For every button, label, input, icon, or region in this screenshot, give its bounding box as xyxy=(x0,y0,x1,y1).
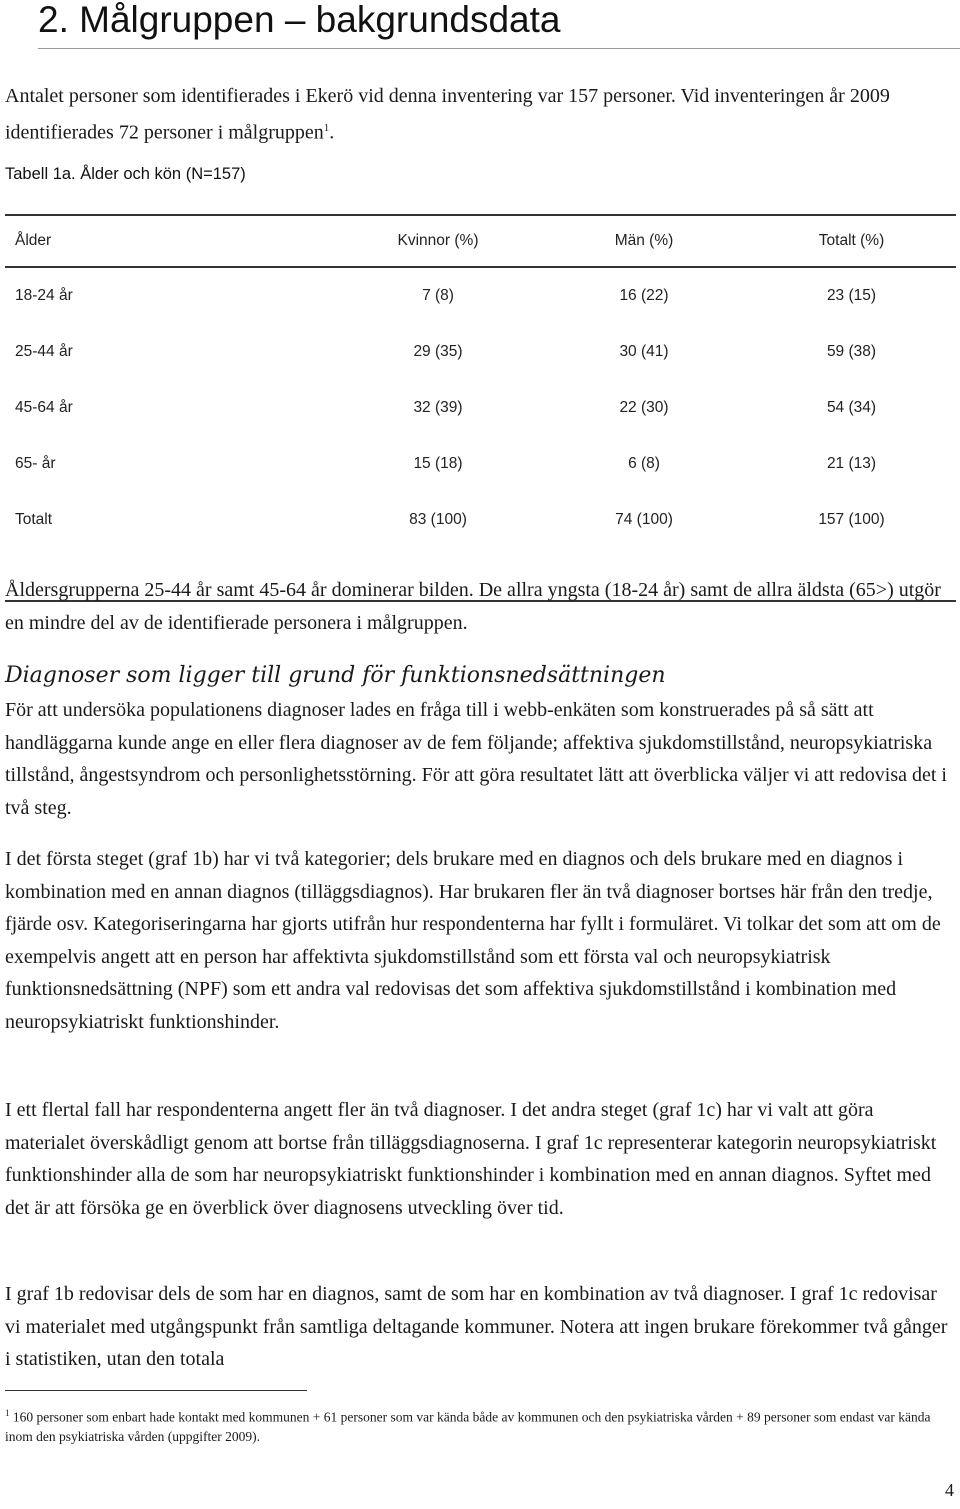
section-heading: 2. Målgruppen – bakgrundsdata xyxy=(38,0,960,49)
table-cell: 30 (41) xyxy=(619,343,669,360)
table-cell: 16 (22) xyxy=(619,287,669,304)
intro-end: . xyxy=(329,121,335,144)
footnote-marker: 1 xyxy=(5,1408,10,1418)
table-cell: 45-64 år xyxy=(15,399,73,416)
column-header: Ålder xyxy=(5,215,335,267)
body-paragraph-4: I graf 1b redovisar dels de som har en diagnos, samt de som har en kombination av två diagnoser. I graf 1c redovisar vi materialet med utgångspunkt från samtliga deltagande kommuner. Notera att ingen brukare förekommer två gånger i statistiken, utan den totala xyxy=(5,1283,948,1370)
footnote-divider xyxy=(5,1390,307,1391)
body-paragraph-3: I ett flertal fall har respondenterna angett fler än två diagnoser. I det andra steget (graf 1c) har vi valt att göra materialet överskådligt genom att bortse från tilläggsdiagnoserna. I graf 1c representerar kategorin neuropsykiatriskt funktionshinder alla de som har neuropsykiatriskt funktionshinder i kombination med en annan diagnos. Syftet med det är att försöka ge en överblick över diagnosens utveckling över tid. xyxy=(5,1099,937,1219)
table-cell: 6 (8) xyxy=(628,455,660,472)
after-table-paragraph: Åldersgrupperna 25-44 år samt 45-64 år dominerar bilden. De allra yngsta (18-24 år) samt de allra äldsta (65>) utgör en mindre del av de identifierade personera i målgruppen. xyxy=(5,579,941,634)
table-header-row xyxy=(5,215,956,267)
intro-text: Antalet personer som identifierades i Ekerö vid denna inventering var 157 personer. Vid inventeringen år 2009 identifierades 72 personer i målgruppen xyxy=(5,85,890,144)
subheading: Diagnoser som ligger till grund för funktionsnedsättningen xyxy=(5,663,666,688)
table-cell: 29 (35) xyxy=(413,343,463,360)
table-cell: 157 (100) xyxy=(818,511,885,528)
footnote-ref[interactable]: 1 xyxy=(323,122,330,134)
age-gender-table xyxy=(5,214,956,602)
column-header: Män (%) xyxy=(541,215,747,267)
body-paragraph-2: I det första steget (graf 1b) har vi två kategorier; dels brukare med en diagnos och dels brukare med en diagnos i kombination med en annan diagnos (tilläggsdiagnos). Har brukaren fler än två diagnoser bortses här från den tredje, fjärde osv. Kategoriseringarna har gjorts utifrån hur respondenterna har fyllt i formuläret. Vi tolkar det som att om de exempelvis angett att en person har affektivta sjukdomstillstånd som ett första val och neuropsykiatrisk funktionsnedsättning (NPF) som ett andra val redovisas det som affektiva sjukdomstillstånd i kombination med neuropsykiatriskt funktionshinder. xyxy=(5,848,941,1033)
intro-paragraph xyxy=(5,80,955,149)
footnote xyxy=(5,1404,955,1446)
table-cell: 54 (34) xyxy=(826,399,877,416)
table-cell: 18-24 år xyxy=(15,287,73,304)
table-cell: 59 (38) xyxy=(826,343,877,360)
table-cell: Totalt xyxy=(15,511,53,528)
table-cell: 65- år xyxy=(15,455,56,472)
table-cell: 25-44 år xyxy=(15,343,73,360)
table-row xyxy=(5,380,956,436)
table-cell: 83 (100) xyxy=(409,511,467,528)
table-cell: 32 (39) xyxy=(413,399,463,416)
footnote-text: 160 personer som enbart hade kontakt med kommunen + 61 personer som var kända både av kommunen och den psykiatriska vården + 89 personer som endast var kända inom den psykiatriska vården (uppgifter 2009). xyxy=(5,1409,931,1444)
table-row xyxy=(5,324,956,380)
table-cell: 21 (13) xyxy=(826,455,877,472)
body-paragraph-1: För att undersöka populationens diagnoser lades en fråga till i webb-enkäten som konstruerades på så sätt att handläggarna kunde ange en eller flera diagnoser av de fem följande; affektiva sjukdomstillstånd, neuropsykiatriska tillstånd, ångestsyndrom och personlighetsstörning. För att göra resultatet lätt att överblicka väljer vi att redovisa det i två steg. xyxy=(5,699,947,819)
table-caption: Tabell 1a. Ålder och kön (N=157) xyxy=(5,165,246,183)
table-cell: 74 (100) xyxy=(615,511,673,528)
table-cell: 15 (18) xyxy=(413,455,463,472)
page-number: 4 xyxy=(945,1480,954,1500)
table-cell: 7 (8) xyxy=(422,287,454,304)
column-header: Kvinnor (%) xyxy=(335,215,541,267)
table-row-total xyxy=(5,492,956,548)
table-cell: 23 (15) xyxy=(826,287,877,304)
table-cell: 22 (30) xyxy=(619,399,669,416)
column-header: Totalt (%) xyxy=(747,215,956,267)
table-row xyxy=(5,267,956,324)
table-row xyxy=(5,436,956,492)
